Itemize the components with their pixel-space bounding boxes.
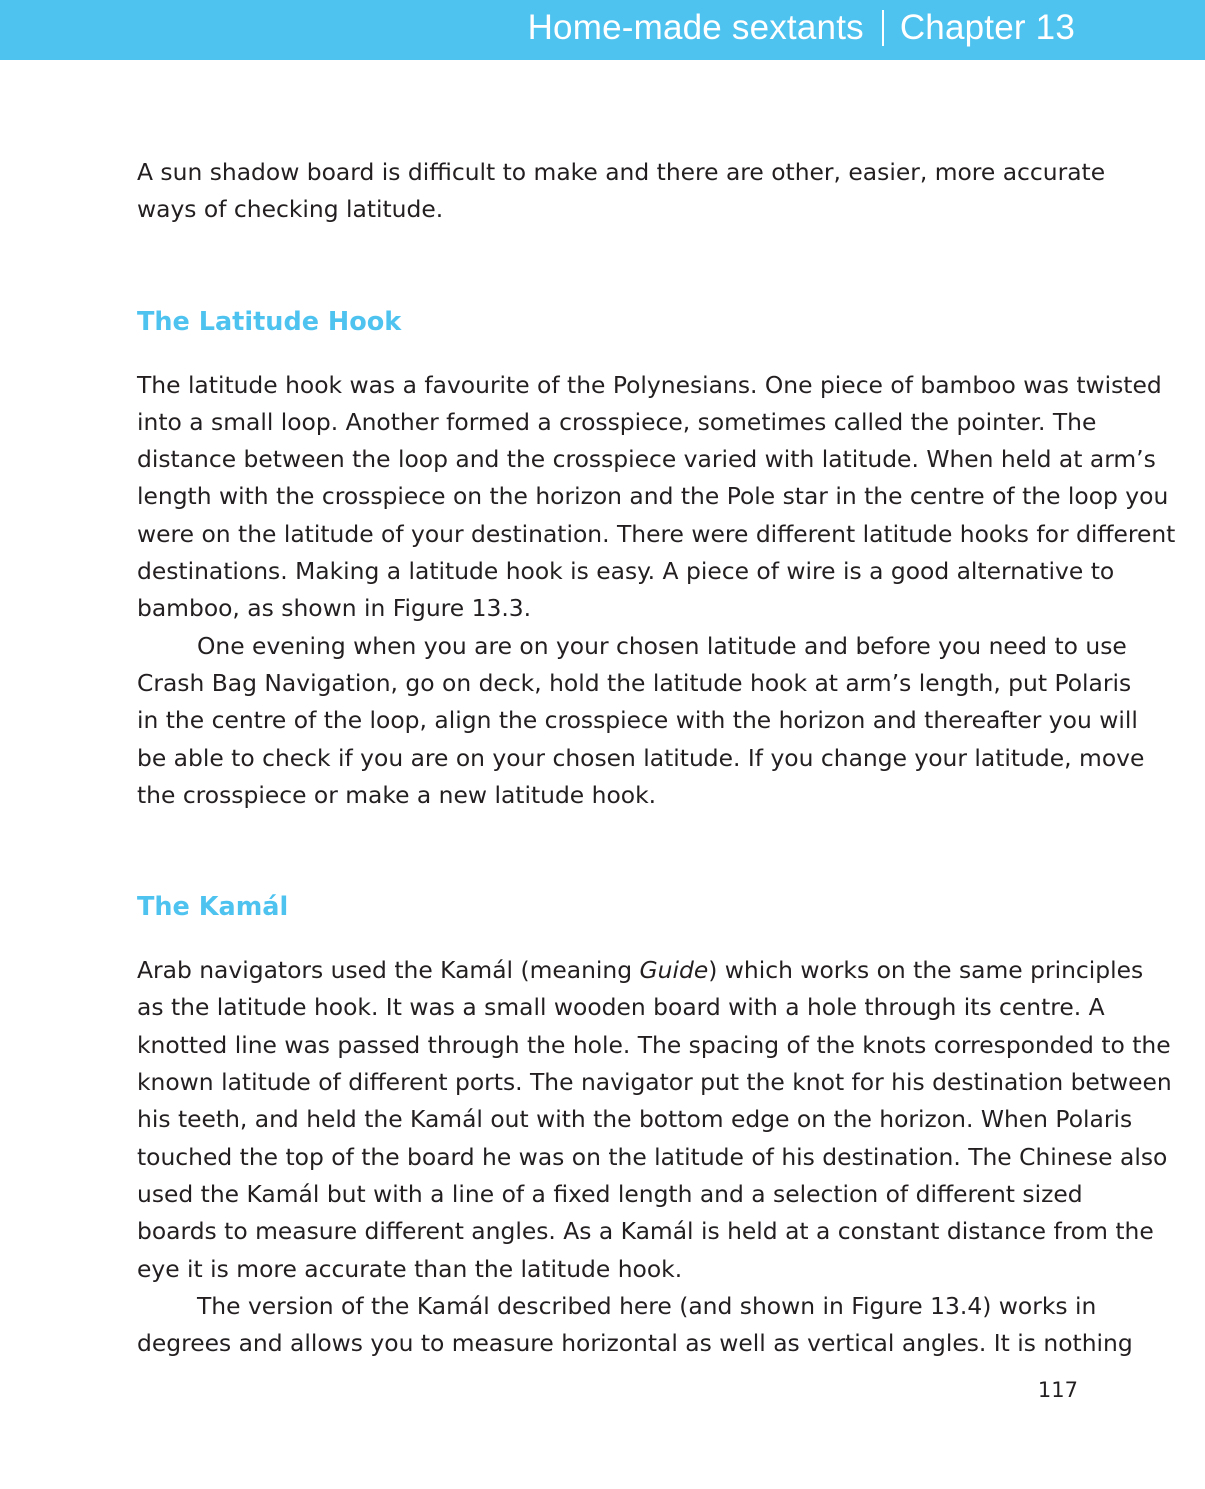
kamal-paragraph-1 [137, 952, 1172, 1288]
section-heading-kamal: The Kamál [137, 892, 289, 923]
text-line [137, 952, 1144, 989]
text-line: length with the crosspiece on the horizon and the Pole star in the centre of the loop you [137, 482, 1169, 511]
text-line: Crash Bag Navigation, go on deck, hold the latitude hook at arm’s length, put Polaris [137, 668, 1132, 697]
section-spacer [137, 229, 1082, 303]
text-line: knotted line was passed through the hole. The spacing of the knots corresponded to the [137, 1030, 1171, 1059]
text-line: bamboo, as shown in Figure 13.3. [137, 594, 532, 623]
text-line: used the Kamál but with a line of a fixed length and a selection of different sized [137, 1179, 1083, 1208]
text-run: Arab navigators used the Kamál (meaning [137, 956, 640, 985]
header-chapter-title: Chapter 13 [899, 8, 1075, 47]
text-line: degrees and allows you to measure horizontal as well as vertical angles. It is nothing [137, 1329, 1133, 1358]
text-line: his teeth, and held the Kamál out with the bottom edge on the horizon. When Polaris [137, 1105, 1133, 1134]
text-line: destinations. Making a latitude hook is easy. A piece of wire is a good alternative to [137, 557, 1115, 586]
intro-paragraph [137, 154, 1106, 229]
section-spacer [137, 814, 1082, 888]
text-line: were on the latitude of your destination. There were different latitude hooks for different [137, 519, 1176, 548]
text-line: ways of checking latitude. [137, 195, 444, 224]
kamal-paragraph-2 [137, 1288, 1133, 1363]
text-line: touched the top of the board he was on the latitude of his destination. The Chinese also [137, 1142, 1168, 1171]
text-line: eye it is more accurate than the latitude hook. [137, 1254, 683, 1283]
text-line: be able to check if you are on your chosen latitude. If you change your latitude, move [137, 743, 1145, 772]
text-line: boards to measure different angles. As a Kamál is held at a constant distance from the [137, 1217, 1154, 1246]
text-line: distance between the loop and the crosspiece varied with latitude. When held at arm’s [137, 445, 1156, 474]
text-line: into a small loop. Another formed a crosspiece, sometimes called the pointer. The [137, 407, 1097, 436]
text-line: One evening when you are on your chosen latitude and before you need to use [197, 631, 1127, 660]
text-line: as the latitude hook. It was a small wooden board with a hole through its centre. A [137, 993, 1105, 1022]
latitude-hook-paragraph-2 [137, 628, 1145, 814]
text-line: The version of the Kamál described here (and shown in Figure 13.4) works in [197, 1291, 1097, 1320]
header-section-title: Home-made sextants [527, 8, 864, 47]
italic-term-guide: Guide [639, 956, 709, 985]
text-line: known latitude of different ports. The navigator put the knot for his destination between [137, 1068, 1172, 1097]
text-line: the crosspiece or make a new latitude hook. [137, 780, 657, 809]
page-content [137, 154, 1176, 1362]
running-header [528, 4, 1075, 52]
text-line: in the centre of the loop, align the crosspiece with the horizon and thereafter you will [137, 706, 1138, 735]
section-heading-latitude-hook: The Latitude Hook [137, 306, 402, 337]
page-number: 117 [1037, 1378, 1078, 1402]
header-divider [882, 10, 884, 46]
latitude-hook-paragraph-1 [137, 367, 1176, 628]
text-run: ) which works on the same principles [708, 956, 1144, 985]
text-line: The latitude hook was a favourite of the Polynesians. One piece of bamboo was twisted [137, 370, 1162, 399]
text-line: A sun shadow board is difficult to make and there are other, easier, more accurate [137, 158, 1106, 186]
